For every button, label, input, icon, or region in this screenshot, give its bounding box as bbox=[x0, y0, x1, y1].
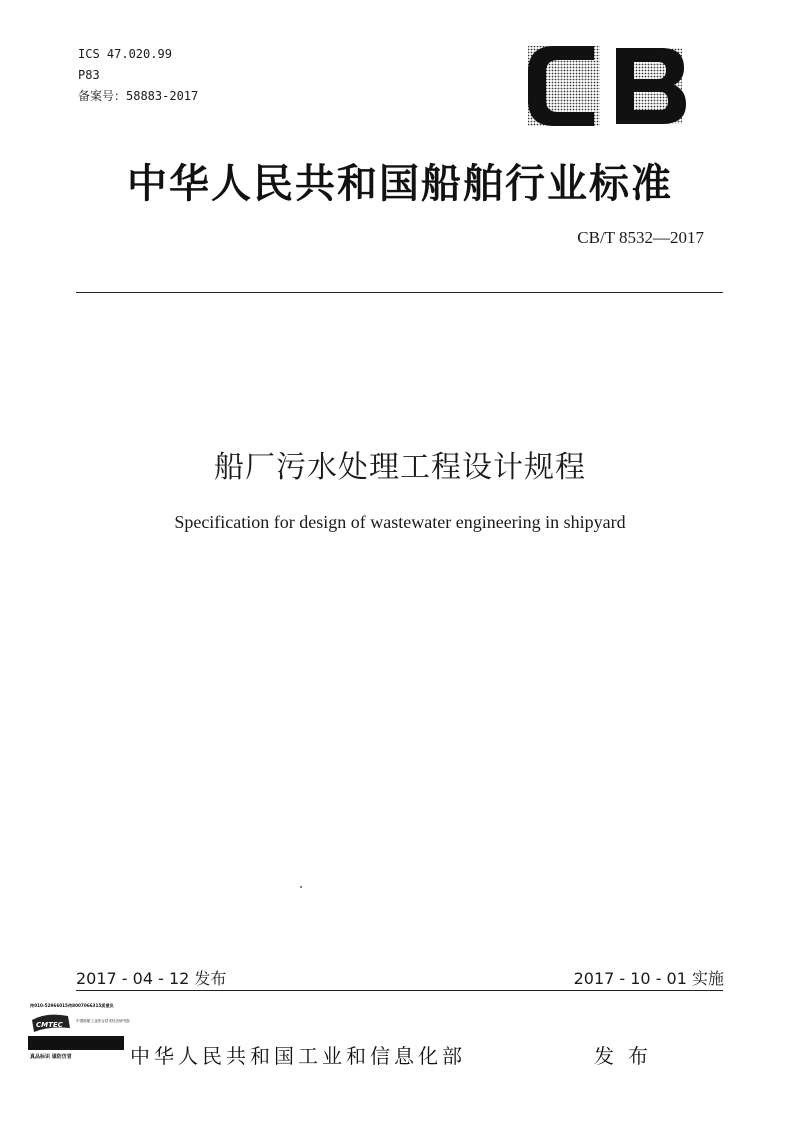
logo-text: CB bbox=[524, 42, 526, 43]
standard-title: 中华人民共和国船舶行业标准 bbox=[127, 161, 673, 207]
ics-code: ICS 47.020.99 bbox=[78, 47, 172, 61]
document-title-english: Specification for design of wastewater engineering in shipyard bbox=[174, 512, 626, 532]
header-metadata bbox=[78, 44, 198, 107]
stamp-hotline: 传010-52966015传8007066315质意负 bbox=[30, 1003, 114, 1008]
category-code: P83 bbox=[78, 68, 100, 82]
publisher-name: 中华人民共和国工业和信息化部 bbox=[130, 1044, 466, 1068]
standard-code: CB/T 8532—2017 bbox=[577, 228, 704, 247]
bottom-divider bbox=[76, 990, 723, 991]
stamp-org: 中国船舶工业综合技术经济研究院 bbox=[76, 1019, 130, 1023]
document-title-chinese: 船厂污水处理工程设计规程 bbox=[214, 450, 586, 485]
stamp-brand: CMTEC bbox=[36, 1021, 63, 1029]
effective-date: 2017 - 10 - 01 实施 bbox=[573, 969, 724, 988]
filing-number: 备案号：58883-2017 bbox=[78, 89, 199, 103]
anti-counterfeit-stamp bbox=[28, 998, 130, 1068]
publish-label: 发布 bbox=[594, 1044, 662, 1068]
top-divider bbox=[76, 292, 723, 293]
cb-logo bbox=[524, 42, 690, 130]
issue-date: 2017 - 04 - 12 发布 bbox=[76, 969, 227, 988]
stamp-footer: 真品标识 谨防仿冒 bbox=[30, 1054, 72, 1060]
speck bbox=[300, 886, 302, 888]
